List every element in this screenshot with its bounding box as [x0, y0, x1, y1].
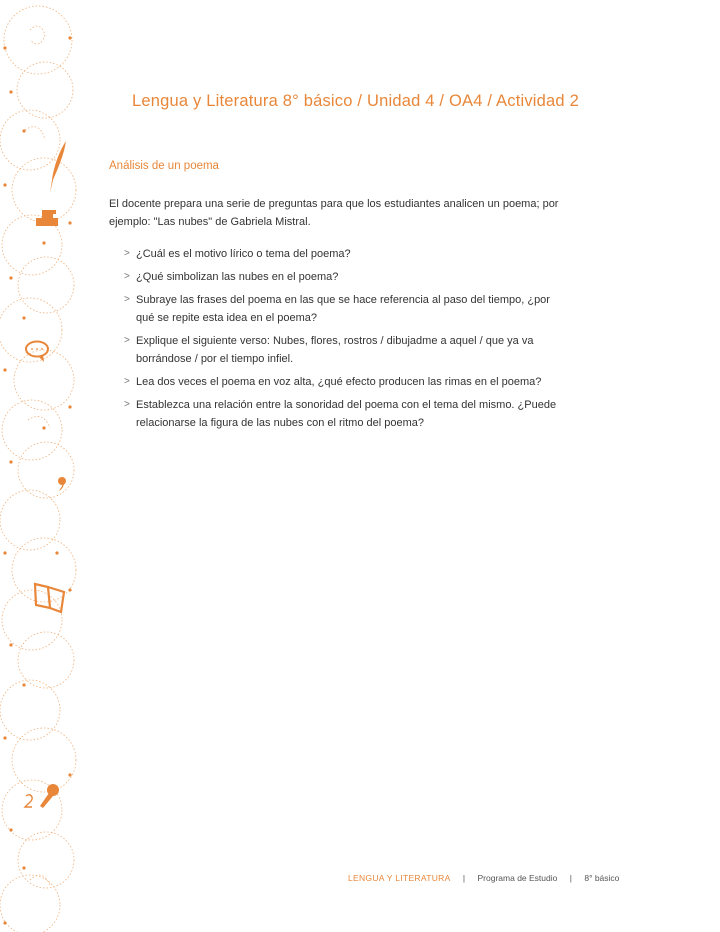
speech-bubble-icon	[26, 342, 48, 363]
section-title: Análisis de un poema	[109, 160, 219, 172]
question-text: ¿Qué simbolizan las nubes en el poema?	[136, 271, 339, 283]
question-item	[124, 332, 564, 368]
question-text: Subraye las frases del poema en las que se hace referencia al paso del tiempo, ¿por qué se repite esta idea en el poema?	[136, 294, 550, 324]
chevron-right-icon: >	[124, 294, 130, 305]
chevron-right-icon: >	[124, 248, 130, 259]
question-list	[124, 245, 564, 437]
chevron-right-icon: >	[124, 271, 130, 282]
inkwell-icon	[36, 210, 58, 226]
question-text: Explique el siguiente verso: Nubes, flores, rostros / dibujadme a aquel / que ya va borrándose / por el tiempo infiel.	[136, 335, 534, 365]
page-title: Lengua y Literatura 8° básico / Unidad 4 / OA4 / Actividad 2	[132, 92, 579, 110]
footer-subject: LENGUA Y LITERATURA	[348, 873, 451, 883]
question-item	[124, 268, 564, 286]
page-footer	[348, 873, 619, 883]
chevron-right-icon: >	[124, 399, 130, 410]
footer-program: Programa de Estudio	[477, 873, 558, 883]
question-text: Establezca una relación entre la sonoridad del poema con el tema del mismo. ¿Puede relacionarse la figura de las nubes con el ritmo del poema?	[136, 399, 557, 429]
comma-icon	[58, 477, 66, 491]
question-item	[124, 291, 564, 327]
question-item	[124, 373, 564, 391]
question-item	[124, 245, 564, 263]
microphone-icon	[25, 784, 59, 808]
question-text: ¿Cuál es el motivo lírico o tema del poema?	[136, 248, 351, 260]
intro-paragraph: El docente prepara una serie de preguntas para que los estudiantes analicen un poema; por ejemplo: "Las nubes" de Gabriela Mistral.	[109, 198, 559, 228]
question-item	[124, 396, 564, 432]
chevron-right-icon: >	[124, 376, 130, 387]
decorative-border	[0, 0, 80, 932]
footer-separator: |	[569, 873, 572, 883]
chevron-right-icon: >	[124, 335, 130, 346]
question-text: Lea dos veces el poema en voz alta, ¿qué efecto producen las rimas en el poema?	[136, 376, 542, 388]
footer-grade: 8° básico	[584, 873, 620, 883]
quill-pen-icon	[50, 141, 66, 193]
footer-separator: |	[462, 873, 466, 883]
